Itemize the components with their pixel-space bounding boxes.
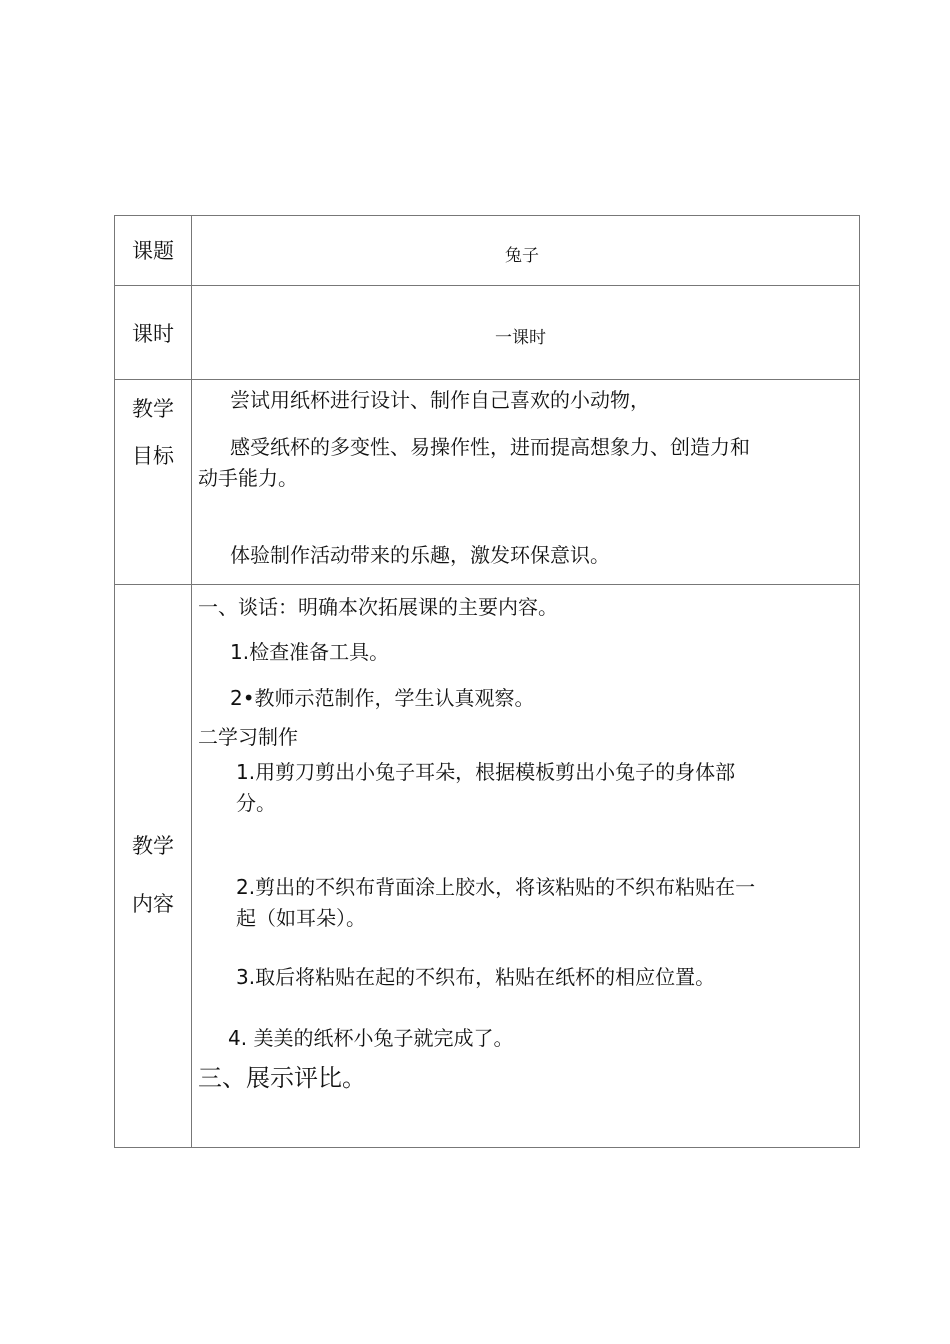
goals-label-line2: 目标 (132, 444, 174, 468)
goal-paragraph-3: 体验制作活动带来的乐趣，激发环保意识。 (230, 543, 610, 567)
goal-paragraph-1: 尝试用纸杯进行设计、制作自己喜欢的小动物， (230, 388, 650, 412)
content-label-line1: 教学 (132, 834, 174, 858)
goal-paragraph-2-line2: 动手能力。 (198, 466, 298, 490)
lesson-plan-table (114, 215, 860, 1148)
section-2-item-2-line1: 2.剪出的不织布背面涂上胶水，将该粘贴的不织布粘贴在一 (236, 875, 756, 899)
goal-paragraph-2-line1: 感受纸杯的多变性、易操作性，进而提高想象力、创造力和 (230, 435, 750, 459)
column-divider (191, 216, 192, 1147)
row-divider (115, 379, 859, 380)
row-divider (115, 285, 859, 286)
section-2-heading: 二学习制作 (198, 725, 298, 749)
row-divider (115, 584, 859, 585)
section-2-item-3: 3.取后将粘贴在起的不织布，粘贴在纸杯的相应位置。 (236, 965, 716, 989)
section-2-item-1-line2: 分。 (236, 791, 276, 815)
section-1-heading: 一、谈话：明确本次拓展课的主要内容。 (198, 595, 558, 619)
hours-label: 课时 (132, 322, 174, 346)
title-value: 兔子 (505, 246, 539, 266)
section-3-heading: 三、展示评比。 (198, 1064, 366, 1092)
content-label-line2: 内容 (132, 892, 174, 916)
hours-value: 一课时 (495, 328, 546, 348)
section-2-item-4: 4. 美美的纸杯小兔子就完成了。 (228, 1026, 514, 1050)
section-2-item-1-line1: 1.用剪刀剪出小兔子耳朵，根据模板剪出小兔子的身体部 (236, 760, 736, 784)
section-1-item-1: 1.检查准备工具。 (230, 640, 390, 664)
goals-label-line1: 教学 (132, 397, 174, 421)
title-label: 课题 (132, 239, 174, 263)
section-1-item-2: 2•教师示范制作，学生认真观察。 (230, 686, 535, 710)
section-2-item-2-line2: 起（如耳朵）。 (236, 906, 366, 930)
